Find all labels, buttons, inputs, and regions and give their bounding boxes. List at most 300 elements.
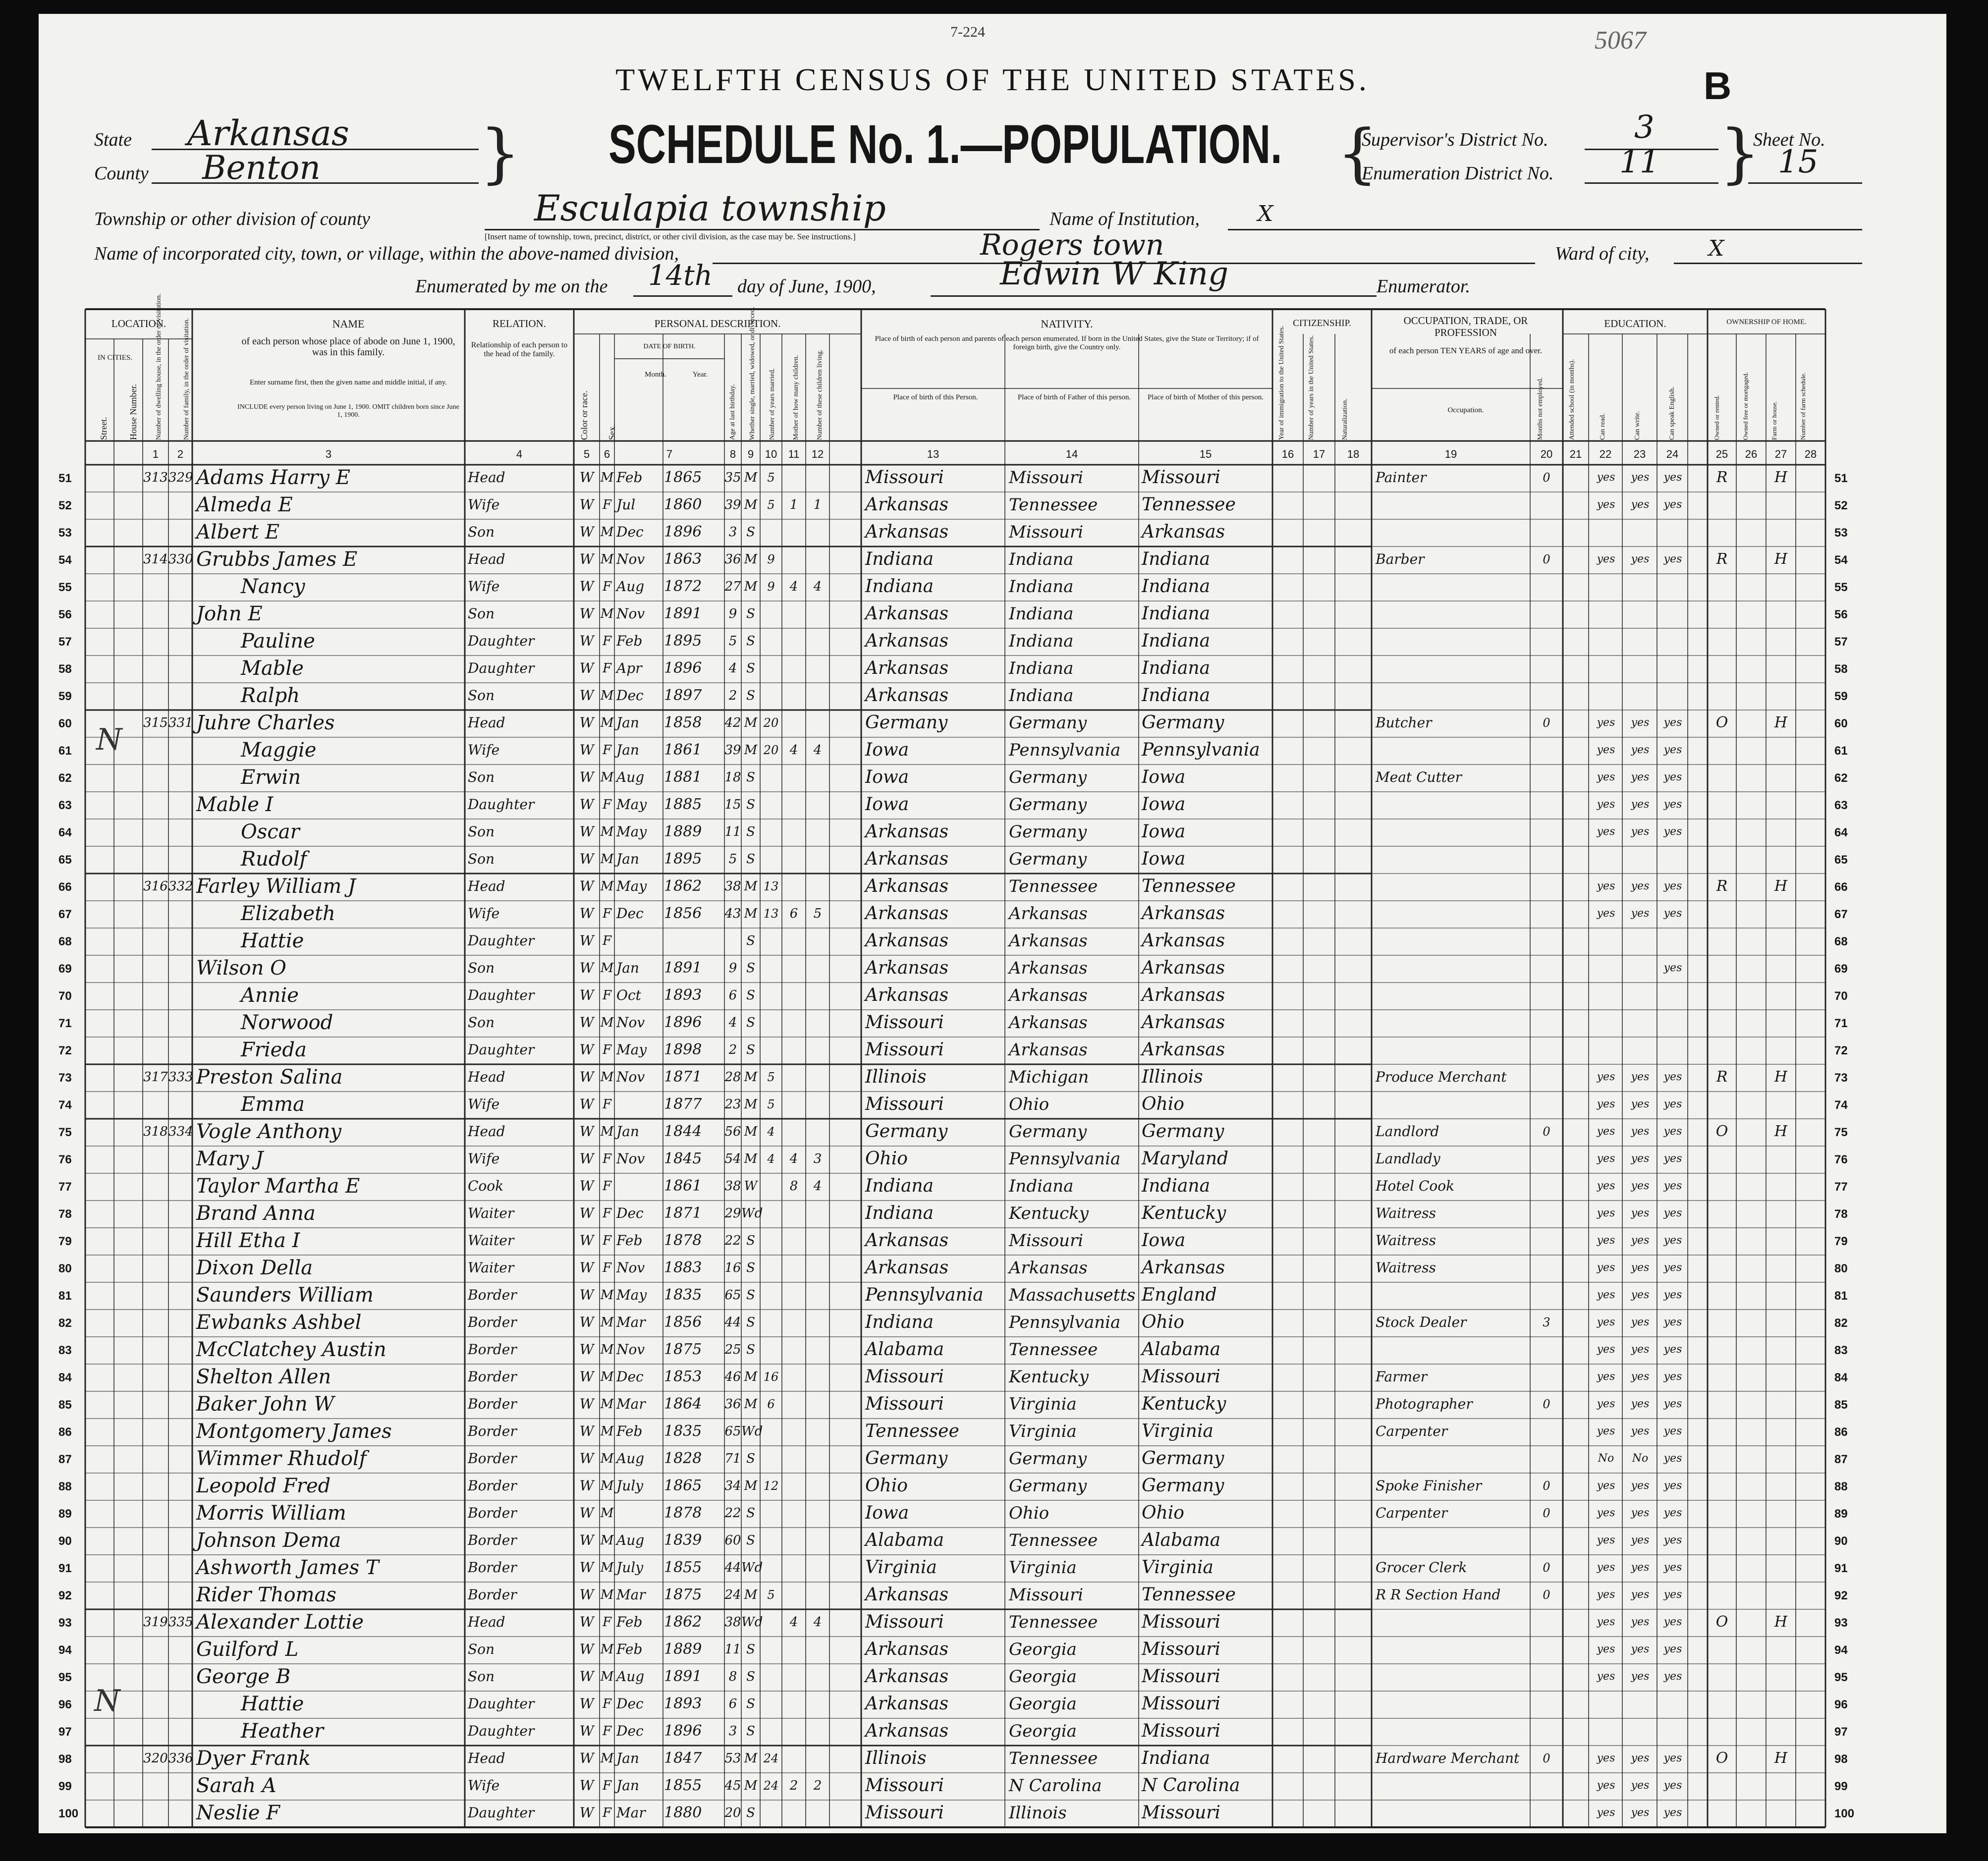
- cell-relation[interactable]: Waiter: [468, 1205, 514, 1221]
- cell-age[interactable]: 5: [728, 852, 737, 867]
- cell-occupation[interactable]: Farmer: [1376, 1368, 1428, 1385]
- cell-name[interactable]: Farley William J: [196, 875, 356, 898]
- cell-age[interactable]: 9: [728, 606, 737, 621]
- cell-month[interactable]: Feb: [616, 1232, 643, 1249]
- cell-year[interactable]: 1862: [664, 877, 702, 895]
- cell-sex[interactable]: M: [600, 1560, 614, 1575]
- cell-speak[interactable]: yes: [1663, 1261, 1682, 1274]
- cell-name[interactable]: Heather: [241, 1720, 324, 1743]
- cell-months[interactable]: 0: [1543, 1397, 1550, 1411]
- cell-relation[interactable]: Cook: [468, 1178, 504, 1194]
- cell-age[interactable]: 22: [724, 1233, 741, 1248]
- cell-relation[interactable]: Daughter: [468, 660, 535, 676]
- cell-birth-father[interactable]: Arkansas: [1009, 931, 1088, 951]
- cell-age[interactable]: 4: [728, 661, 737, 676]
- cell-birth-mother[interactable]: England: [1142, 1285, 1217, 1305]
- cell-dwelling[interactable]: 314: [143, 552, 168, 567]
- cell-year[interactable]: 1889: [664, 1641, 702, 1658]
- cell-birth-person[interactable]: Missouri: [865, 1394, 944, 1414]
- cell-living[interactable]: 4: [813, 1179, 822, 1194]
- cell-month[interactable]: Jan: [616, 742, 639, 758]
- cell-birth-father[interactable]: Georgia: [1009, 1667, 1077, 1687]
- cell-speak[interactable]: yes: [1663, 1316, 1682, 1328]
- cell-year[interactable]: 1845: [664, 1150, 702, 1167]
- cell-month[interactable]: Dec: [616, 687, 644, 704]
- cell-read[interactable]: yes: [1597, 907, 1615, 920]
- cell-read[interactable]: yes: [1597, 1316, 1615, 1328]
- cell-read[interactable]: yes: [1597, 798, 1615, 811]
- cell-color[interactable]: W: [579, 1423, 594, 1439]
- cell-age[interactable]: 4: [728, 1015, 737, 1030]
- cell-relation[interactable]: Head: [468, 878, 505, 894]
- cell-birth-father[interactable]: Tennessee: [1009, 1531, 1098, 1550]
- cell-farm[interactable]: H: [1774, 714, 1788, 731]
- cell-birth-father[interactable]: Indiana: [1009, 604, 1074, 624]
- cell-color[interactable]: W: [579, 1723, 594, 1739]
- cell-relation[interactable]: Son: [468, 960, 495, 976]
- cell-year[interactable]: 1885: [664, 796, 702, 813]
- cell-birth-father[interactable]: Indiana: [1009, 658, 1074, 678]
- cell-write[interactable]: yes: [1631, 1370, 1650, 1383]
- cell-write[interactable]: yes: [1631, 1125, 1650, 1138]
- cell-birth-father[interactable]: Arkansas: [1009, 958, 1088, 978]
- cell-write[interactable]: yes: [1631, 1643, 1650, 1655]
- cell-birth-father[interactable]: Georgia: [1009, 1721, 1077, 1741]
- cell-birth-mother[interactable]: Tennessee: [1142, 876, 1236, 896]
- cell-read[interactable]: yes: [1597, 825, 1615, 838]
- cell-read[interactable]: yes: [1597, 1588, 1615, 1601]
- cell-birth-person[interactable]: Iowa: [865, 794, 909, 815]
- cell-occupation[interactable]: Landlord: [1376, 1123, 1439, 1140]
- cell-relation[interactable]: Daughter: [468, 1723, 535, 1739]
- cell-write[interactable]: yes: [1631, 716, 1650, 729]
- cell-birth-person[interactable]: Alabama: [865, 1339, 944, 1360]
- cell-month[interactable]: Feb: [616, 1614, 643, 1630]
- cell-color[interactable]: W: [579, 1368, 594, 1385]
- cell-color[interactable]: W: [579, 1150, 594, 1167]
- cell-mother-of[interactable]: 2: [789, 1778, 798, 1793]
- cell-birth-father[interactable]: Indiana: [1009, 1176, 1074, 1196]
- cell-sex[interactable]: F: [602, 1724, 612, 1739]
- cell-birth-father[interactable]: Germany: [1009, 767, 1087, 787]
- cell-birth-mother[interactable]: Arkansas: [1142, 958, 1225, 978]
- cell-speak[interactable]: yes: [1663, 1343, 1682, 1356]
- cell-month[interactable]: Dec: [616, 1723, 644, 1739]
- cell-sex[interactable]: M: [600, 852, 614, 867]
- cell-occupation[interactable]: Painter: [1376, 469, 1427, 486]
- cell-birth-father[interactable]: Pennsylvania: [1009, 1149, 1121, 1169]
- cell-marital[interactable]: S: [746, 1260, 755, 1275]
- cell-birth-father[interactable]: Pennsylvania: [1009, 1313, 1121, 1332]
- cell-year[interactable]: 1896: [664, 1014, 702, 1031]
- cell-speak[interactable]: yes: [1663, 1588, 1682, 1601]
- cell-year[interactable]: 1875: [664, 1341, 702, 1358]
- cell-relation[interactable]: Son: [468, 1014, 495, 1031]
- cell-name[interactable]: Brand Anna: [196, 1202, 316, 1225]
- cell-read[interactable]: yes: [1597, 1370, 1615, 1383]
- cell-relation[interactable]: Head: [468, 469, 505, 486]
- cell-month[interactable]: July: [616, 1478, 644, 1494]
- cell-birth-father[interactable]: Arkansas: [1009, 1040, 1088, 1060]
- cell-relation[interactable]: Head: [468, 1069, 505, 1085]
- cell-birth-mother[interactable]: Missouri: [1142, 1367, 1220, 1387]
- cell-relation[interactable]: Border: [468, 1450, 517, 1467]
- cell-sex[interactable]: M: [600, 552, 614, 567]
- cell-marital[interactable]: M: [744, 1778, 758, 1793]
- cell-birth-father[interactable]: Missouri: [1009, 522, 1084, 542]
- cell-name[interactable]: Wimmer Rhudolf: [196, 1447, 367, 1470]
- cell-color[interactable]: W: [579, 1587, 594, 1603]
- cell-relation[interactable]: Son: [468, 1668, 495, 1685]
- cell-mother-of[interactable]: 4: [789, 1615, 798, 1630]
- cell-read[interactable]: yes: [1597, 1234, 1615, 1247]
- township-value[interactable]: Esculapia township: [534, 187, 886, 229]
- cell-dwelling[interactable]: 313: [143, 470, 168, 485]
- cell-birth-father[interactable]: Indiana: [1009, 686, 1074, 706]
- cell-sex[interactable]: F: [602, 1260, 612, 1275]
- cell-month[interactable]: Nov: [616, 1259, 645, 1276]
- cell-speak[interactable]: yes: [1663, 962, 1682, 974]
- cell-birth-mother[interactable]: Missouri: [1142, 1694, 1220, 1714]
- cell-year[interactable]: 1847: [664, 1750, 702, 1767]
- cell-write[interactable]: yes: [1631, 1398, 1650, 1410]
- cell-sex[interactable]: F: [602, 906, 612, 921]
- cell-birth-person[interactable]: Missouri: [865, 1012, 944, 1033]
- cell-read[interactable]: yes: [1597, 1125, 1615, 1138]
- cell-year[interactable]: 1855: [664, 1559, 702, 1576]
- cell-year[interactable]: 1893: [664, 1695, 702, 1712]
- cell-sex[interactable]: F: [602, 933, 612, 948]
- cell-farm[interactable]: H: [1774, 1613, 1788, 1631]
- cell-year[interactable]: 1877: [664, 1095, 702, 1113]
- cell-birth-mother[interactable]: Maryland: [1142, 1149, 1229, 1169]
- cell-relation[interactable]: Border: [468, 1478, 517, 1494]
- cell-color[interactable]: W: [579, 1096, 594, 1112]
- cell-color[interactable]: W: [579, 1314, 594, 1330]
- cell-occupation[interactable]: Carpenter: [1376, 1505, 1448, 1521]
- cell-living[interactable]: 4: [813, 1615, 822, 1630]
- cell-relation[interactable]: Border: [468, 1287, 517, 1303]
- cell-write[interactable]: yes: [1631, 1316, 1650, 1328]
- cell-read[interactable]: yes: [1597, 1643, 1615, 1655]
- cell-occupation[interactable]: Hardware Merchant: [1376, 1750, 1520, 1766]
- cell-sex[interactable]: M: [600, 1315, 614, 1330]
- cell-speak[interactable]: yes: [1663, 1125, 1682, 1138]
- cell-birth-person[interactable]: Missouri: [865, 1094, 944, 1114]
- cell-birth-person[interactable]: Arkansas: [865, 1639, 949, 1659]
- cell-age[interactable]: 38: [724, 1179, 741, 1194]
- cell-birth-father[interactable]: Germany: [1009, 822, 1087, 842]
- cell-write[interactable]: yes: [1631, 907, 1650, 920]
- cell-age[interactable]: 44: [724, 1315, 741, 1330]
- cell-name[interactable]: Erwin: [241, 766, 301, 789]
- cell-name[interactable]: Juhre Charles: [196, 712, 335, 734]
- cell-sex[interactable]: F: [602, 579, 612, 594]
- cell-write[interactable]: yes: [1631, 1289, 1650, 1301]
- cell-write[interactable]: yes: [1631, 1207, 1650, 1219]
- cell-age[interactable]: 36: [724, 552, 741, 567]
- cell-read[interactable]: yes: [1597, 771, 1615, 783]
- cell-birth-mother[interactable]: Indiana: [1142, 658, 1211, 678]
- cell-name[interactable]: Saunders William: [196, 1284, 374, 1307]
- cell-relation[interactable]: Daughter: [468, 1041, 535, 1058]
- cell-color[interactable]: W: [579, 1069, 594, 1085]
- cell-sex[interactable]: M: [600, 1342, 614, 1357]
- cell-sex[interactable]: F: [602, 988, 612, 1003]
- cell-sex[interactable]: M: [600, 606, 614, 621]
- cell-age[interactable]: 16: [724, 1260, 741, 1275]
- cell-birth-mother[interactable]: Missouri: [1142, 1612, 1220, 1632]
- cell-read[interactable]: yes: [1597, 1779, 1615, 1792]
- cell-age[interactable]: 36: [724, 1397, 741, 1412]
- cell-birth-mother[interactable]: Iowa: [1142, 821, 1186, 842]
- cell-year[interactable]: 1856: [664, 905, 702, 922]
- cell-marital[interactable]: Wd: [741, 1206, 763, 1221]
- cell-name[interactable]: Pauline: [241, 630, 315, 653]
- cell-color[interactable]: W: [579, 1287, 594, 1303]
- cell-years-married[interactable]: 5: [767, 471, 775, 485]
- cell-relation[interactable]: Son: [468, 687, 495, 704]
- cell-mother-of[interactable]: 6: [789, 906, 798, 921]
- cell-month[interactable]: Feb: [616, 633, 643, 649]
- cell-birth-person[interactable]: Arkansas: [865, 849, 949, 869]
- cell-year[interactable]: 1881: [664, 768, 702, 786]
- cell-birth-mother[interactable]: Germany: [1142, 712, 1224, 733]
- cell-month[interactable]: May: [616, 1041, 647, 1058]
- ward-value[interactable]: X: [1709, 236, 1724, 261]
- cell-write[interactable]: yes: [1631, 1152, 1650, 1165]
- cell-months[interactable]: 0: [1543, 1506, 1550, 1520]
- cell-name[interactable]: Almeda E: [196, 493, 293, 516]
- cell-birth-father[interactable]: Ohio: [1009, 1503, 1049, 1523]
- cell-color[interactable]: W: [579, 1205, 594, 1221]
- cell-dwelling[interactable]: 317: [143, 1070, 168, 1085]
- cell-family[interactable]: 329: [168, 470, 193, 485]
- cell-month[interactable]: Mar: [616, 1587, 646, 1603]
- cell-year[interactable]: 1878: [664, 1232, 702, 1249]
- cell-year[interactable]: 1898: [664, 1041, 702, 1058]
- cell-year[interactable]: 1861: [664, 741, 702, 759]
- cell-color[interactable]: W: [579, 1123, 594, 1140]
- cell-year[interactable]: 1878: [664, 1504, 702, 1522]
- cell-age[interactable]: 24: [724, 1587, 741, 1602]
- cell-month[interactable]: Mar: [616, 1314, 646, 1330]
- cell-age[interactable]: 56: [724, 1124, 741, 1139]
- cell-sex[interactable]: M: [600, 1124, 614, 1139]
- day-value[interactable]: 14th: [648, 260, 713, 292]
- cell-age[interactable]: 9: [728, 961, 737, 976]
- cell-marital[interactable]: M: [744, 715, 758, 730]
- cell-relation[interactable]: Wife: [468, 905, 500, 922]
- cell-birth-person[interactable]: Arkansas: [865, 1666, 949, 1687]
- cell-speak[interactable]: yes: [1663, 1234, 1682, 1247]
- cell-sex[interactable]: M: [600, 1424, 614, 1439]
- cell-age[interactable]: 44: [724, 1560, 741, 1575]
- cell-name[interactable]: Rudolf: [241, 848, 307, 871]
- cell-birth-father[interactable]: Indiana: [1009, 549, 1074, 569]
- cell-year[interactable]: 1865: [664, 469, 702, 486]
- cell-marital[interactable]: S: [746, 525, 755, 540]
- cell-name[interactable]: Neslie F: [196, 1802, 280, 1824]
- cell-write[interactable]: yes: [1631, 880, 1650, 892]
- cell-read[interactable]: yes: [1597, 471, 1615, 484]
- cell-read[interactable]: yes: [1597, 1670, 1615, 1683]
- cell-month[interactable]: Nov: [616, 1150, 645, 1167]
- cell-read[interactable]: yes: [1597, 1616, 1615, 1628]
- cell-birth-person[interactable]: Iowa: [865, 1503, 909, 1523]
- cell-owned[interactable]: O: [1715, 1613, 1728, 1631]
- cell-color[interactable]: W: [579, 1750, 594, 1766]
- cell-dwelling[interactable]: 316: [143, 879, 168, 894]
- cell-read[interactable]: yes: [1597, 1479, 1615, 1492]
- cell-birth-mother[interactable]: Germany: [1142, 1448, 1224, 1469]
- cell-read[interactable]: yes: [1597, 498, 1615, 511]
- cell-farm[interactable]: H: [1774, 1068, 1788, 1086]
- cell-speak[interactable]: yes: [1663, 1370, 1682, 1383]
- cell-birth-father[interactable]: Tennessee: [1009, 495, 1098, 515]
- cell-year[interactable]: 1865: [664, 1477, 702, 1494]
- cell-color[interactable]: W: [579, 905, 594, 922]
- cell-name[interactable]: John E: [196, 602, 263, 625]
- cell-age[interactable]: 39: [724, 743, 741, 758]
- cell-speak[interactable]: yes: [1663, 1616, 1682, 1628]
- cell-color[interactable]: W: [579, 1478, 594, 1494]
- cell-birth-person[interactable]: Arkansas: [865, 821, 949, 842]
- cell-color[interactable]: W: [579, 1341, 594, 1358]
- cell-age[interactable]: 8: [728, 1669, 737, 1684]
- cell-birth-person[interactable]: Illinois: [865, 1748, 927, 1768]
- cell-name[interactable]: Alexander Lottie: [196, 1611, 364, 1634]
- cell-months[interactable]: 0: [1543, 716, 1550, 730]
- cell-occupation[interactable]: Landlady: [1376, 1150, 1440, 1167]
- cell-year[interactable]: 1855: [664, 1777, 702, 1794]
- cell-write[interactable]: yes: [1631, 1534, 1650, 1546]
- cell-birth-mother[interactable]: Indiana: [1142, 576, 1211, 597]
- cell-birth-father[interactable]: N Carolina: [1009, 1776, 1102, 1796]
- cell-marital[interactable]: M: [744, 1369, 758, 1384]
- cell-months[interactable]: 0: [1543, 471, 1550, 485]
- cell-speak[interactable]: yes: [1663, 907, 1682, 920]
- cell-name[interactable]: George B: [196, 1665, 291, 1688]
- cell-month[interactable]: May: [616, 823, 647, 840]
- cell-age[interactable]: 20: [724, 1806, 741, 1820]
- cell-write[interactable]: yes: [1631, 798, 1650, 811]
- cell-marital[interactable]: S: [746, 961, 755, 976]
- cell-year[interactable]: 1896: [664, 1722, 702, 1740]
- cell-birth-father[interactable]: Arkansas: [1009, 1013, 1088, 1033]
- cell-color[interactable]: W: [579, 1505, 594, 1521]
- cell-farm[interactable]: H: [1774, 1123, 1788, 1140]
- cell-color[interactable]: W: [579, 551, 594, 567]
- cell-relation[interactable]: Daughter: [468, 633, 535, 649]
- cell-relation[interactable]: Waiter: [468, 1259, 514, 1276]
- cell-color[interactable]: W: [579, 1232, 594, 1249]
- cell-marital[interactable]: S: [746, 1315, 755, 1330]
- cell-birth-person[interactable]: Arkansas: [865, 603, 949, 624]
- cell-speak[interactable]: yes: [1663, 1452, 1682, 1465]
- cell-marital[interactable]: M: [744, 1397, 758, 1412]
- cell-family[interactable]: 331: [168, 715, 193, 730]
- cell-relation[interactable]: Border: [468, 1341, 517, 1358]
- cell-birth-person[interactable]: Illinois: [865, 1067, 927, 1087]
- cell-sex[interactable]: F: [602, 743, 612, 758]
- cell-year[interactable]: 1861: [664, 1177, 702, 1195]
- cell-read[interactable]: yes: [1597, 1561, 1615, 1574]
- cell-color[interactable]: W: [579, 578, 594, 595]
- cell-year[interactable]: 1863: [664, 550, 702, 568]
- cell-sex[interactable]: M: [600, 1451, 614, 1466]
- cell-years-married[interactable]: 13: [763, 907, 779, 921]
- cell-years-married[interactable]: 5: [767, 1097, 775, 1111]
- cell-color[interactable]: W: [579, 1777, 594, 1794]
- cell-color[interactable]: W: [579, 1668, 594, 1685]
- cell-relation[interactable]: Border: [468, 1559, 517, 1576]
- cell-birth-mother[interactable]: Indiana: [1142, 685, 1211, 706]
- cell-birth-father[interactable]: Germany: [1009, 795, 1087, 815]
- cell-birth-father[interactable]: Missouri: [1009, 468, 1084, 488]
- cell-month[interactable]: May: [616, 1287, 647, 1303]
- cell-relation[interactable]: Border: [468, 1587, 517, 1603]
- cell-birth-father[interactable]: Arkansas: [1009, 985, 1088, 1005]
- cell-birth-person[interactable]: Iowa: [865, 767, 909, 787]
- cell-marital[interactable]: M: [744, 879, 758, 894]
- cell-color[interactable]: W: [579, 633, 594, 649]
- cell-month[interactable]: Feb: [616, 1641, 643, 1657]
- cell-sex[interactable]: M: [600, 1506, 614, 1521]
- cell-age[interactable]: 25: [724, 1342, 741, 1357]
- cell-year[interactable]: 1844: [664, 1123, 702, 1140]
- cell-color[interactable]: W: [579, 1559, 594, 1576]
- cell-birth-mother[interactable]: Indiana: [1142, 631, 1211, 651]
- cell-name[interactable]: Ralph: [241, 684, 300, 707]
- cell-relation[interactable]: Border: [468, 1368, 517, 1385]
- cell-speak[interactable]: yes: [1663, 1207, 1682, 1219]
- cell-relation[interactable]: Border: [468, 1532, 517, 1548]
- cell-name[interactable]: Shelton Allen: [196, 1366, 331, 1388]
- cell-relation[interactable]: Daughter: [468, 1696, 535, 1712]
- cell-read[interactable]: yes: [1597, 880, 1615, 892]
- cell-birth-father[interactable]: Georgia: [1009, 1694, 1077, 1714]
- cell-speak[interactable]: yes: [1663, 1779, 1682, 1792]
- cell-birth-person[interactable]: Iowa: [865, 740, 909, 760]
- cell-sex[interactable]: F: [602, 797, 612, 812]
- cell-month[interactable]: Jan: [616, 1750, 639, 1766]
- cell-name[interactable]: Sarah A: [196, 1774, 276, 1797]
- cell-dwelling[interactable]: 315: [143, 715, 168, 730]
- cell-month[interactable]: Dec: [616, 524, 644, 540]
- cell-birth-person[interactable]: Missouri: [865, 1775, 944, 1796]
- cell-relation[interactable]: Wife: [468, 742, 500, 758]
- cell-birth-mother[interactable]: Missouri: [1142, 467, 1220, 488]
- cell-year[interactable]: 1835: [664, 1286, 702, 1304]
- cell-marital[interactable]: M: [744, 1151, 758, 1166]
- cell-occupation[interactable]: Stock Dealer: [1376, 1314, 1467, 1330]
- cell-month[interactable]: Oct: [616, 987, 641, 1003]
- cell-birth-mother[interactable]: Arkansas: [1142, 1012, 1225, 1033]
- cell-birth-person[interactable]: Arkansas: [865, 876, 949, 896]
- state-value[interactable]: Arkansas: [187, 113, 349, 154]
- cell-age[interactable]: 71: [724, 1451, 741, 1466]
- cell-age[interactable]: 3: [728, 525, 737, 540]
- cell-speak[interactable]: yes: [1663, 744, 1682, 756]
- cell-birth-mother[interactable]: Kentucky: [1142, 1203, 1226, 1223]
- cell-color[interactable]: W: [579, 1450, 594, 1467]
- cell-year[interactable]: 1872: [664, 578, 702, 595]
- cell-age[interactable]: 18: [724, 770, 741, 785]
- cell-month[interactable]: Dec: [616, 905, 644, 922]
- cell-name[interactable]: Grubbs James E: [196, 548, 358, 571]
- cell-year[interactable]: 1864: [664, 1395, 702, 1413]
